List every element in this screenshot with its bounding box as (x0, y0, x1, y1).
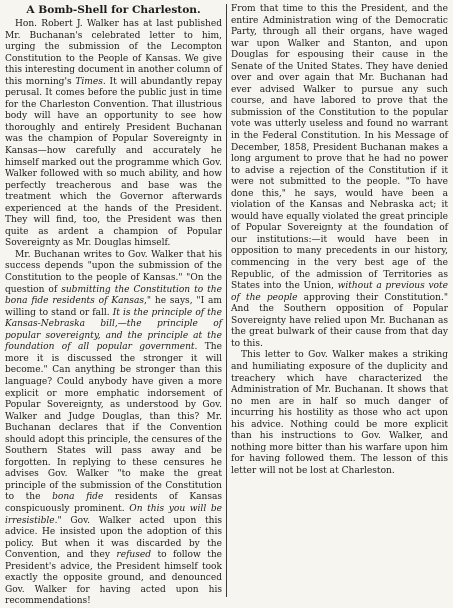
text-run: ." Gov. Walker acted upon this advice. He insisted upon the adoption of this policy. But when it was discarded by the Convention, and they (5, 515, 222, 561)
column-left (5, 4, 226, 607)
text-run: . The more it is discussed the stronger it will become." Can anything be stronger than this language? Could anybody have given a more explicit or more emphatic indorsement of Popular Sovereignty, as understood by Gov. Walker and Judge Douglas, than this? Mr. Buchanan declares that if the Convention should adopt this principle, the censures of the Southern States will pass away and be forgotten. In replying to these censures he advises Gov. Walker "to make the great principle of the submission of the Constitution to the (5, 342, 222, 503)
paragraph-1 (5, 19, 222, 250)
text-run: approving their Constitution." And the Southern opposition of Popular Sovereignty have relied upon Mr. Buchanan as the great bulwark of their cause from that day to this. (231, 292, 448, 349)
paragraph-4 (231, 350, 448, 477)
text-run-italic: On this you will be irresistible (5, 503, 222, 526)
paragraph-3 (231, 4, 448, 350)
text-run: . It will abundantly repay perusal. It comes before the public just in time for the Charleston Convention. That illustrious body will have an opportunity to see how thoroughly and entirely President Buchanan was the champion of Popular Sovereignty in Kansas—how carefully and accurately he himself marked out the programme which Gov. Walker followed with so much ability, and how perfectly treacherous and base was the treatment which the Governor afterwards experienced at the hands of the President. They will find, too, the President was then quite as ardent a champion of Popular Sovereignty as Mr. Douglas himself. (5, 76, 222, 249)
paragraph-2 (5, 250, 222, 608)
text-run-italic: bona fide (52, 492, 104, 503)
text-run: Mr. Buchanan writes to Gov. Walker that his success depends "upon the submission of the Constitution to the people of Kansas." "On the question of (5, 249, 222, 295)
text-run: This letter to Gov. Walker makes a striking and humiliating exposure of the duplicity and treachery which have characterized the Administration of Mr. Buchanan. It shows that no men are in half so much danger of incurring his hostility as those who act upon his advice. Nothing could be more explicit than his instructions to Gov. Walker, and nothing more bitter than his warfare upon him for having followed them. The lesson of this letter will not be lost at Charleston. (231, 350, 448, 476)
text-run: to follow the President's advice, the President himself took exactly the opposite ground, and denounced Gov. Walker for having acted upon his recommendations! (5, 550, 222, 607)
text-run: From that time to this the President, and the entire Administration wing of the Democratic Party, through all their organs, have waged war upon Walker and Stanton, and upon Douglas for espousing their cause in the Senate of the United States. They have denied over and over again that Mr. Buchanan had ever advised Walker to pursue any such course, and have labored to prove that the submission of the Constitution to the popular vote was utterly useless and found no warrant in the Federal Constitution. In his Message of December, 1858, President Buchanan makes a long argument to prove that he had no power to advise a rejection of the Constitution if it were not submitted to the people. "To have done this," he says, would have been a violation of the Kansas and Nebraska act; it would have equally violated the great principle of Popular Sovereignty at the foundation of our institutions:—it would have been in opposition to many precedents in our history, commencing in the very best age of the Republic, of the admission of Territories as States into the Union, (231, 4, 448, 292)
text-run-italic: refused (116, 550, 152, 561)
text-run: Hon. Robert J. Walker has at last published Mr. Buchanan's celebrated letter to him, urging the submission of the Lecompton Constitution to the People of Kansas. We give this interesting document in another column of this morning's (5, 19, 222, 87)
text-run: ," he says, "I am willing to stand or fall. (5, 296, 222, 318)
text-run: residents of Kansas conspicuously prominent. (5, 492, 222, 514)
column-right (227, 4, 448, 597)
text-run-italic: Times (75, 76, 103, 87)
headline (5, 4, 222, 17)
text-run-italic: submitting the Constitution to the bona fide residents of Kansas (5, 284, 222, 307)
text-run-italic: without a previous vote of the people (231, 281, 448, 303)
text-run-italic: It is the principle of the Kansas-Nebraska bill,—the principle of popular sovereignty, and the principle at the foundation of all popular government (5, 307, 222, 353)
headline-text: A Bomb-Shell for Charleston. (26, 4, 201, 16)
